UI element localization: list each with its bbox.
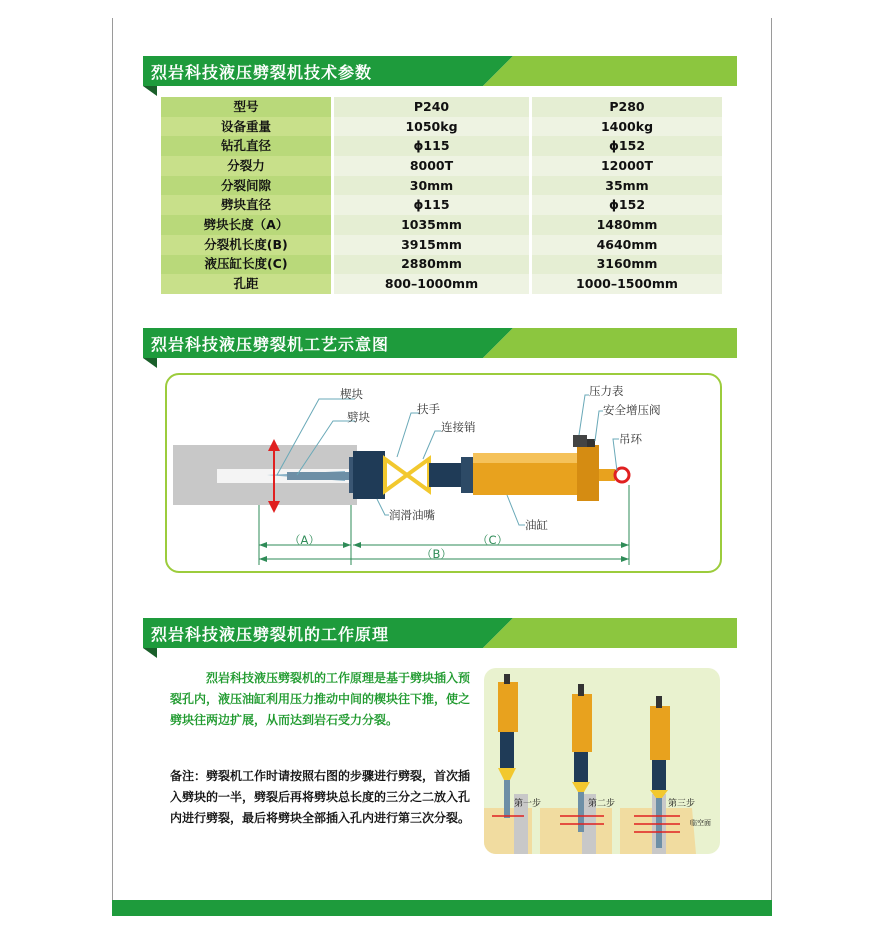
label-connecting-pin: 连接销: [441, 420, 476, 434]
label-safety-valve: 安全增压阀: [603, 403, 661, 417]
table-row: [161, 117, 722, 137]
clearance-label: 临空面: [690, 819, 711, 827]
label-handle: 扶手: [417, 402, 440, 416]
spec-value: 3915mm: [334, 235, 532, 255]
table-header-row: [161, 97, 722, 117]
spec-value: 1400kg: [532, 117, 722, 137]
spec-label: 分裂间隙: [161, 176, 334, 196]
label-dim-b: （B）: [421, 547, 452, 561]
principle-paragraph: 烈岩科技液压劈裂机的工作原理是基于劈块插入预裂孔内，液压油缸利用压力推动中间的楔块往下推，使之劈块往两边扩展，从而达到岩石受力分裂。: [170, 671, 471, 727]
spec-value: ϕ152: [532, 136, 722, 156]
spec-value: 1480mm: [532, 215, 722, 235]
spec-label: 钻孔直径: [161, 136, 334, 156]
table-row: [161, 255, 722, 275]
table-row: [161, 195, 722, 215]
steps-illustration: [484, 668, 720, 854]
principle-section-header: [143, 618, 737, 648]
diagram-title: 烈岩科技液压劈裂机工艺示意图: [151, 335, 390, 354]
label-cylinder: 油缸: [525, 518, 548, 532]
spec-value: 1000–1500mm: [532, 274, 722, 294]
flange: [353, 451, 385, 499]
spec-value: 1035mm: [334, 215, 532, 235]
spec-value: P280: [532, 97, 722, 117]
step1-label: 第一步: [514, 799, 542, 809]
spec-label: 孔距: [161, 274, 334, 294]
steps-graphic: [484, 668, 720, 854]
table-row: [161, 274, 722, 294]
label-lube-nipple: 润滑油嘴: [389, 508, 435, 522]
table-row: [161, 136, 722, 156]
spec-value: ϕ152: [532, 195, 722, 215]
label-pressure-gauge: 压力表: [589, 384, 624, 398]
spec-value: P240: [334, 97, 532, 117]
spec-label: 劈块直径: [161, 195, 334, 215]
note-paragraph: 备注：劈裂机工作时请按照右图的步骤进行劈裂，首次插入劈块的一半，劈裂后再将劈块总长度的三分之二放入孔内进行劈裂，最后将劈块全部插入孔内进行第三次分裂。: [170, 769, 471, 825]
table-row: [161, 215, 722, 235]
spec-label: 劈块长度（A）: [161, 215, 334, 235]
diagram-section-header: [143, 328, 737, 358]
spec-label: 液压缸长度(C): [161, 255, 334, 275]
spec-value: 2880mm: [334, 255, 532, 275]
spec-value: 3160mm: [532, 255, 722, 275]
spec-label: 型号: [161, 97, 334, 117]
table-row: [161, 156, 722, 176]
spec-value: 800–1000mm: [334, 274, 532, 294]
process-diagram: [165, 373, 722, 573]
step2-label: 第二步: [588, 799, 616, 809]
spec-value: 12000T: [532, 156, 722, 176]
spec-label: 分裂机长度(B): [161, 235, 334, 255]
label-split-block: 劈块: [347, 410, 370, 424]
spec-value: 8000T: [334, 156, 532, 176]
specs-table: [161, 97, 722, 294]
label-lifting-ring: 吊环: [619, 432, 642, 446]
specs-title: 烈岩科技液压劈裂机技术参数: [151, 63, 373, 82]
label-dim-c: （C）: [477, 533, 509, 547]
label-wedge: 楔块: [340, 387, 363, 401]
spec-value: 1050kg: [334, 117, 532, 137]
table-row: [161, 235, 722, 255]
spec-value: ϕ115: [334, 136, 532, 156]
spec-value: 4640mm: [532, 235, 722, 255]
spec-value: 30mm: [334, 176, 532, 196]
step3-label: 第三步: [668, 799, 696, 809]
spec-label: 设备重量: [161, 117, 334, 137]
specs-section-header: [143, 56, 737, 86]
spec-value: ϕ115: [334, 195, 532, 215]
footer-bar: [112, 900, 772, 916]
principle-title: 烈岩科技液压劈裂机的工作原理: [151, 625, 390, 644]
label-dim-a: （A）: [289, 533, 320, 547]
table-row: [161, 176, 722, 196]
spec-value: 35mm: [532, 176, 722, 196]
spec-label: 分裂力: [161, 156, 334, 176]
